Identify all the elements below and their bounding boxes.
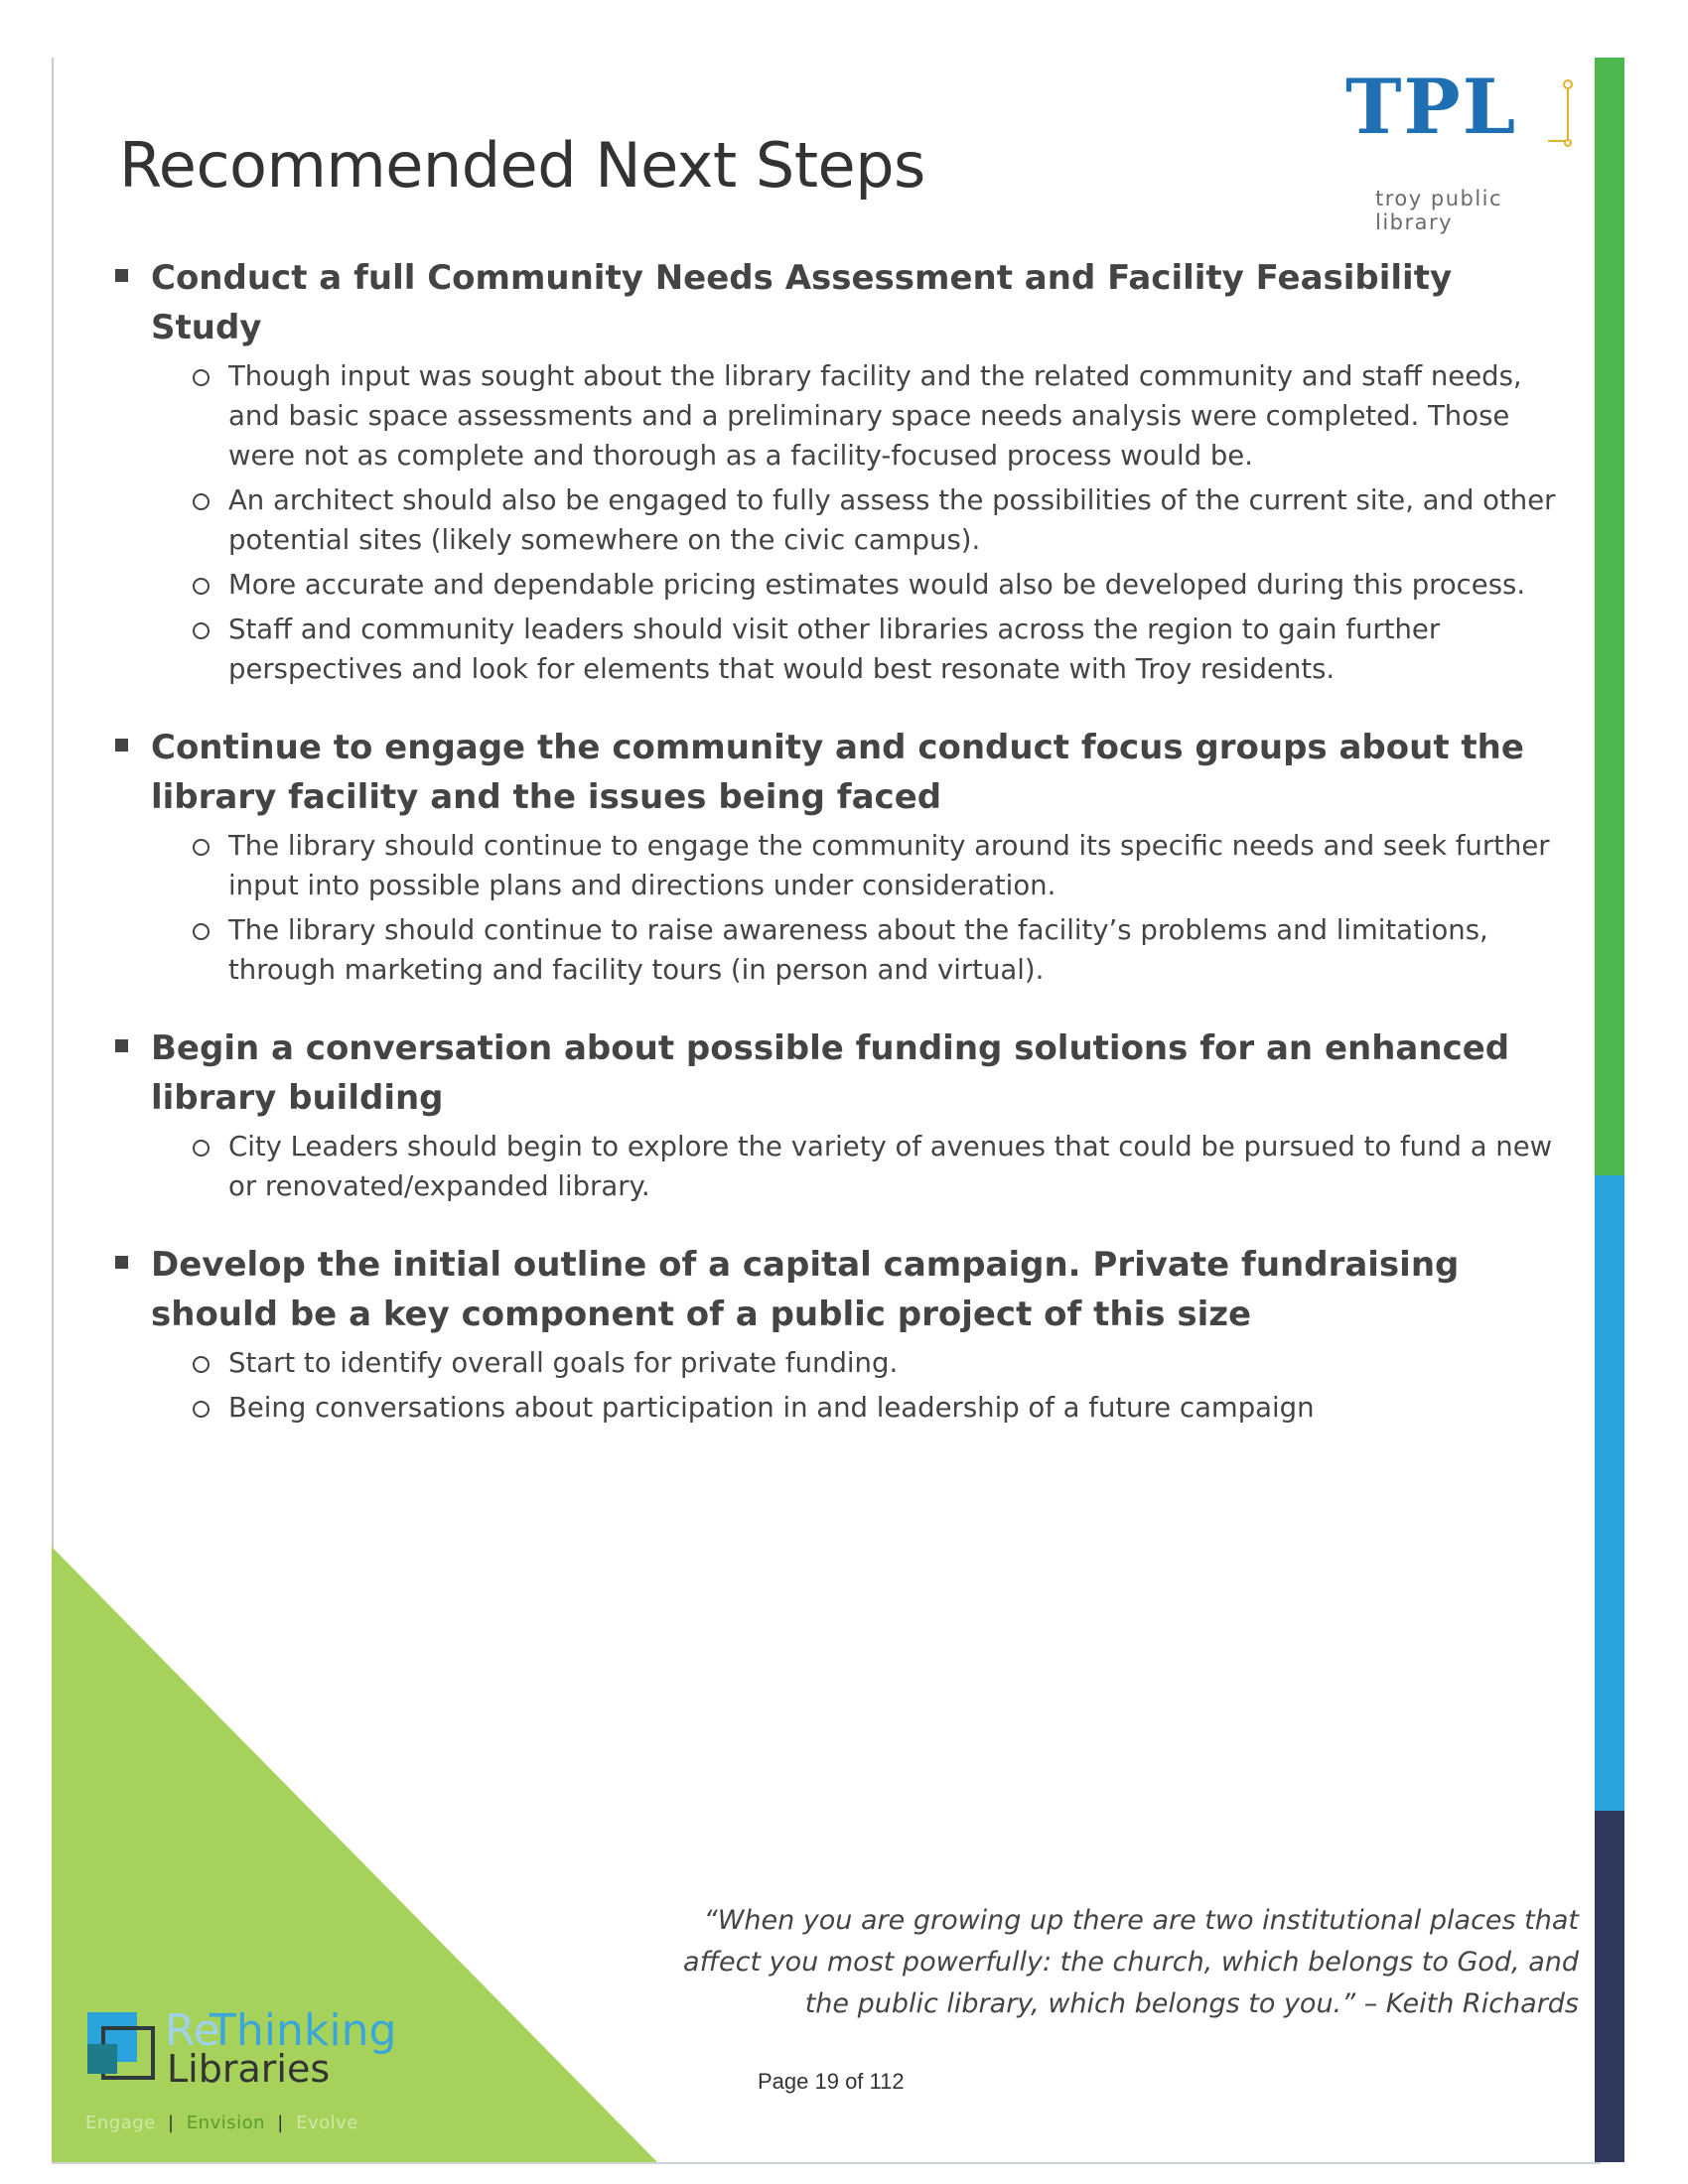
step-heading-text: Conduct a full Community Needs Assessment and Facility Feasibility Study (151, 258, 1453, 347)
step-item-text: The library should continue to raise awareness about the facility’s problems and limitations, through marketing and facility tours (in person and virtual). (228, 914, 1488, 986)
step-item-text: An architect should also be engaged to fully assess the possibilities of the current site, and other potential sites (likely somewhere on the civic campus). (228, 484, 1556, 556)
circle-bullet-icon (193, 839, 210, 856)
step-item-text: Staff and community leaders should visit other libraries across the region to gain further perspectives and look for elements that would best resonate with Troy residents. (228, 614, 1441, 685)
circle-bullet-icon (193, 578, 210, 595)
rethinking-libraries: Libraries (167, 2047, 331, 2091)
step-item-text: The library should continue to engage the community around its specific needs and seek further input into possible plans and directions under consideration. (228, 830, 1550, 901)
step-item-text: Start to identify overall goals for private funding. (228, 1347, 899, 1379)
step-section (109, 1024, 1559, 1206)
side-bar-navy (1595, 1811, 1624, 2162)
side-bar-green (1595, 58, 1624, 1175)
step-item (228, 910, 1559, 990)
step-item (228, 1127, 1559, 1206)
square-bullet-icon (115, 1039, 128, 1052)
step-item (228, 1388, 1559, 1428)
step-heading-text: Develop the initial outline of a capital campaign. Private fundraising should be a key component of a public project of this size (151, 1245, 1460, 1334)
page-title: Recommended Next Steps (119, 129, 925, 202)
circle-bullet-icon (193, 923, 210, 940)
step-item (228, 826, 1559, 905)
step-heading (109, 253, 1559, 352)
step-heading (109, 723, 1559, 822)
step-section (109, 1240, 1559, 1428)
quote-text: “When you are growing up there are two institutional places that affect you most powerfully: the church, which belongs to God, and the public library, which belongs to you.” – Keith Richards (683, 1905, 1579, 2019)
rethinking-thinking: Thinking (210, 2005, 397, 2056)
step-items (109, 826, 1559, 990)
tpl-logo (1345, 63, 1584, 234)
circuit-icon (1544, 77, 1576, 149)
step-section (109, 723, 1559, 990)
square-bullet-icon (115, 269, 128, 282)
circle-bullet-icon (193, 369, 210, 386)
tpl-logo-subtitle: troy public library (1375, 187, 1503, 234)
circle-bullet-icon (193, 622, 210, 639)
step-items (109, 356, 1559, 689)
step-item (228, 480, 1559, 560)
step-item (228, 610, 1559, 689)
step-item-text: Though input was sought about the library facility and the related community and staff needs, and basic space assessments and a preliminary space needs analysis were completed. Those were not as complete and thorough as a facility-focused process would be. (228, 360, 1522, 472)
side-bar-blue (1595, 1175, 1624, 1811)
step-items (109, 1127, 1559, 1206)
circle-bullet-icon (193, 493, 210, 510)
step-item (228, 565, 1559, 605)
circle-bullet-icon (193, 1140, 210, 1157)
tpl-logo-mark: TPL (1345, 63, 1518, 151)
tagline-separator: | (277, 2113, 284, 2133)
step-heading-text: Continue to engage the community and conduct focus groups about the library facility and the issues being faced (151, 728, 1524, 817)
step-heading (109, 1240, 1559, 1339)
step-items (109, 1343, 1559, 1428)
page-number: Page 19 of 112 (758, 2069, 905, 2094)
step-item (228, 1343, 1559, 1383)
page-bottom-rule (52, 2162, 1601, 2164)
step-item-text: More accurate and dependable pricing estimates would also be developed during this process. (228, 569, 1526, 601)
rethinking-re: Re (165, 2005, 220, 2056)
tagline-engage: Engage (85, 2113, 156, 2133)
step-heading-text: Begin a conversation about possible funding solutions for an enhanced library building (151, 1028, 1510, 1118)
square-bullet-icon (115, 739, 128, 751)
square-bullet-icon (115, 1256, 128, 1269)
circle-bullet-icon (193, 1401, 210, 1418)
step-item-text: Being conversations about participation in and leadership of a future campaign (228, 1392, 1315, 1424)
step-heading (109, 1024, 1559, 1123)
rethinking-libraries-logo (85, 1995, 423, 2144)
step-item-text: City Leaders should begin to explore the variety of avenues that could be pursued to fund a new or renovated/expanded library. (228, 1131, 1553, 1202)
circle-bullet-icon (193, 1356, 210, 1373)
step-section (109, 253, 1559, 689)
tagline-separator: | (167, 2113, 175, 2133)
steps-content (109, 253, 1559, 1461)
rethinking-logo-icon (85, 2010, 155, 2080)
step-item (228, 356, 1559, 476)
tagline-envision: Envision (186, 2113, 266, 2133)
tagline-evolve: Evolve (296, 2113, 358, 2133)
rethinking-tagline (85, 2113, 364, 2133)
